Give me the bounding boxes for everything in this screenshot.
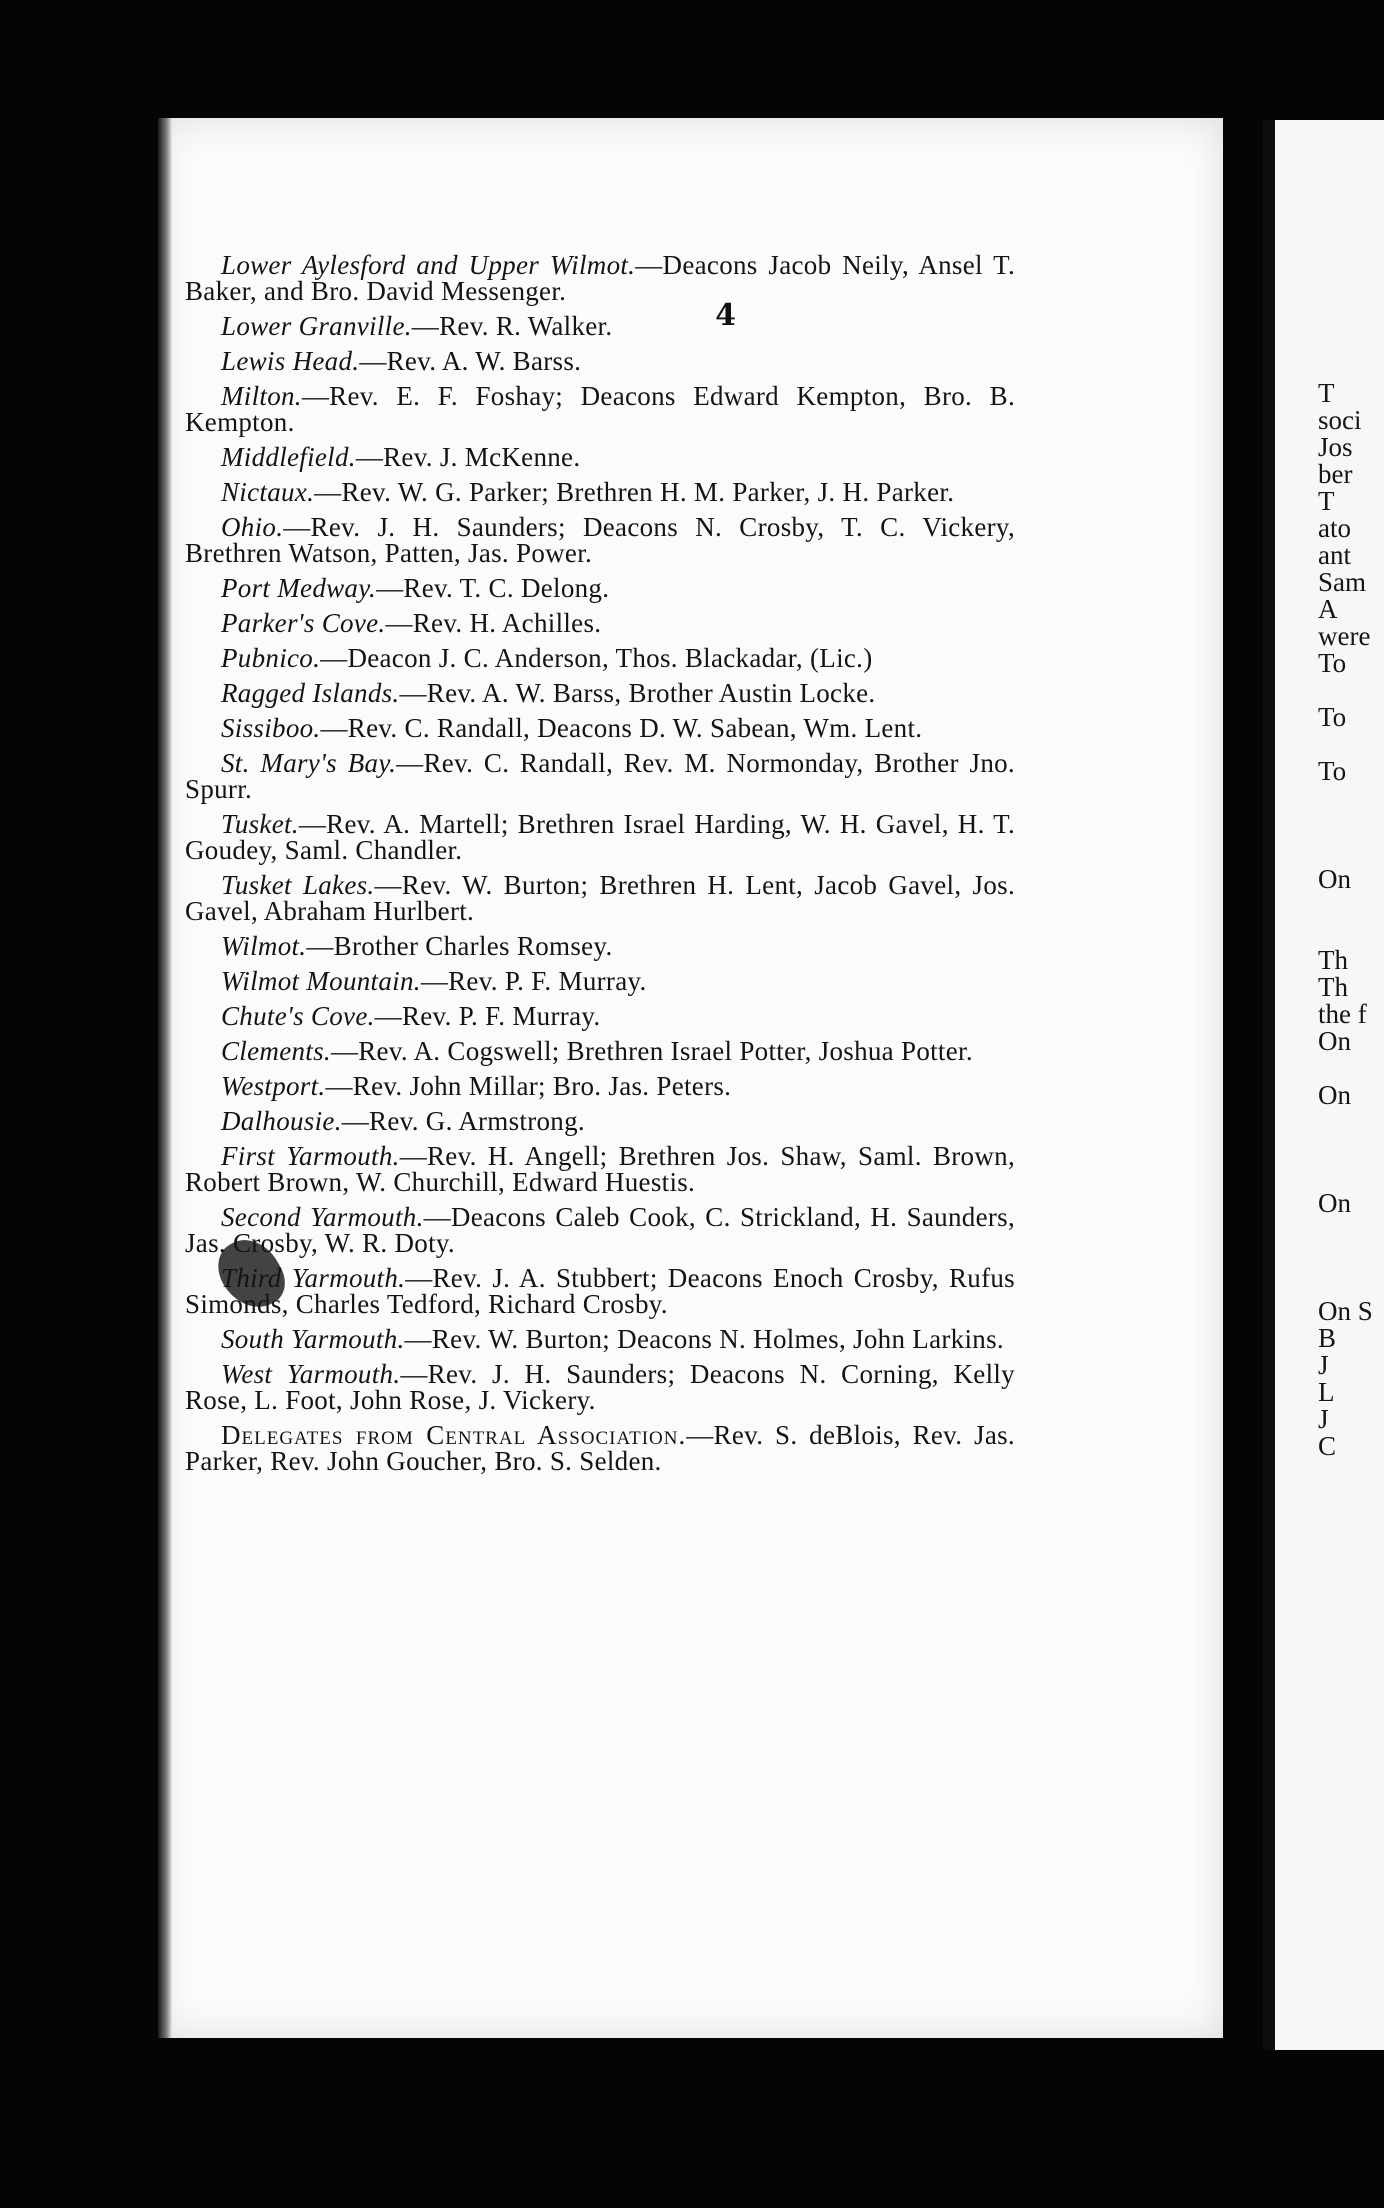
church-name: Ohio.	[221, 512, 284, 542]
delegates-names: —Rev. T. C. Delong.	[376, 573, 610, 603]
church-name: Lower Granville.	[221, 311, 412, 341]
central-association-entry	[185, 1422, 1015, 1474]
delegate-list	[185, 252, 1015, 1483]
church-name: St. Mary's Bay.	[221, 748, 397, 778]
church-entry	[185, 645, 1015, 671]
church-name: Wilmot.	[221, 931, 307, 961]
delegates-names: —Rev. C. Randall, Deacons D. W. Sabean, Wm. Lent.	[320, 713, 923, 743]
church-name: West Yarmouth.	[221, 1359, 401, 1389]
central-association-label: Delegates from Central Association.	[221, 1420, 687, 1450]
delegates-names: —Rev. A. Martell; Brethren Israel Harding, W. H. Gavel, H. T. Goudey, Saml. Chandler.	[185, 809, 1015, 865]
delegates-names: —Deacon J. C. Anderson, Thos. Blackadar, (Lic.)	[320, 643, 873, 673]
church-name: Parker's Cove.	[221, 608, 386, 638]
church-name: Nictaux.	[221, 477, 315, 507]
church-entry	[185, 610, 1015, 636]
church-entry	[185, 715, 1015, 741]
delegates-names: —Rev. A. Cogswell; Brethren Israel Potter, Joshua Potter.	[330, 1036, 973, 1066]
delegates-names: —Rev. G. Armstrong.	[341, 1106, 585, 1136]
church-name: Ragged Islands.	[221, 678, 400, 708]
church-name: Pubnico.	[221, 643, 321, 673]
delegates-names: —Rev. A. W. Barss, Brother Austin Locke.	[399, 678, 876, 708]
delegates-names: —Rev. J. H. Saunders; Deacons N. Crosby, T. C. Vickery, Brethren Watson, Patten, Jas. Power.	[185, 512, 1015, 568]
delegates-names: —Rev. R. Walker.	[411, 311, 613, 341]
delegates-names: —Rev. E. F. Foshay; Deacons Edward Kempton, Bro. B. Kempton.	[185, 381, 1015, 437]
delegates-names: —Rev. A. W. Barss.	[359, 346, 582, 376]
church-entry	[185, 1073, 1015, 1099]
delegates-names: —Rev. J. H. Saunders; Deacons N. Corning, Kelly Rose, L. Foot, John Rose, J. Vickery.	[185, 1359, 1015, 1415]
church-name: Westport.	[221, 1071, 326, 1101]
church-entry	[185, 1361, 1015, 1413]
delegates-names: —Rev. W. Burton; Brethren H. Lent, Jacob Gavel, Jos. Gavel, Abraham Hurlbert.	[185, 870, 1015, 926]
delegates-names: —Deacons Caleb Cook, C. Strickland, H. Saunders, Jas. Crosby, W. R. Doty.	[185, 1202, 1015, 1258]
church-entry	[185, 313, 1015, 339]
church-name: Port Medway.	[221, 573, 377, 603]
delegates-names: —Rev. John Millar; Bro. Jas. Peters.	[325, 1071, 732, 1101]
church-entry	[185, 872, 1015, 924]
delegates-names: —Rev. W. Burton; Deacons N. Holmes, John Larkins.	[404, 1324, 1004, 1354]
church-entry	[185, 514, 1015, 566]
church-name: Middlefield.	[221, 442, 356, 472]
facing-page-gutter	[1263, 120, 1275, 2050]
page-number: 4	[715, 298, 736, 333]
church-name: Dalhousie.	[221, 1106, 342, 1136]
delegates-names: —Rev. W. G. Parker; Brethren H. M. Parker, J. H. Parker.	[314, 477, 955, 507]
church-entry	[185, 811, 1015, 863]
church-name: Lower Aylesford and Upper Wilmot.	[221, 250, 636, 280]
church-name: Lewis Head.	[221, 346, 360, 376]
church-entry	[185, 1265, 1015, 1317]
church-entry	[185, 1204, 1015, 1256]
church-entry	[185, 1038, 1015, 1064]
delegates-names: —Deacons Jacob Neily, Ansel T. Baker, and Bro. David Messenger.	[185, 250, 1015, 306]
church-entry	[185, 252, 1015, 304]
delegates-names: —Rev. J. McKenne.	[355, 442, 581, 472]
page-spine-shadow	[158, 118, 172, 2038]
central-association-names: —Rev. S. deBlois, Rev. Jas. Parker, Rev. John Goucher, Bro. S. Selden.	[185, 1420, 1015, 1476]
church-entry	[185, 750, 1015, 802]
delegates-names: —Rev. P. F. Murray.	[374, 1001, 601, 1031]
church-entry	[185, 444, 1015, 470]
church-name: Sissiboo.	[221, 713, 321, 743]
church-entry	[185, 383, 1015, 435]
delegates-names: —Rev. P. F. Murray.	[420, 966, 647, 996]
church-name: Tusket Lakes.	[221, 870, 375, 900]
delegates-names: —Brother Charles Romsey.	[306, 931, 613, 961]
church-entry	[185, 479, 1015, 505]
delegates-names: —Rev. H. Angell; Brethren Jos. Shaw, Saml. Brown, Robert Brown, W. Churchill, Edward Huestis.	[185, 1141, 1015, 1197]
church-name: First Yarmouth.	[221, 1141, 400, 1171]
church-entry	[185, 1108, 1015, 1134]
church-entry	[185, 933, 1015, 959]
church-name: Milton.	[221, 381, 302, 411]
church-name: Clements.	[221, 1036, 331, 1066]
facing-page-text: T soci Jos ber T ato ant Sam A were To To To On Th Th the f On On On On S B J L J C	[1318, 378, 1373, 1461]
church-name: Wilmot Mountain.	[221, 966, 421, 996]
delegates-names: —Rev. J. A. Stubbert; Deacons Enoch Crosby, Rufus Simonds, Charles Tedford, Richard Crosby.	[185, 1263, 1015, 1319]
church-name: Chute's Cove.	[221, 1001, 375, 1031]
delegates-names: —Rev. C. Randall, Rev. M. Normonday, Brother Jno. Spurr.	[185, 748, 1015, 804]
church-entry	[185, 1003, 1015, 1029]
church-name: Second Yarmouth.	[221, 1202, 424, 1232]
church-entry	[185, 575, 1015, 601]
church-entry	[185, 348, 1015, 374]
church-entry	[185, 1326, 1015, 1352]
church-entry	[185, 680, 1015, 706]
church-name: Tusket.	[221, 809, 299, 839]
church-name: South Yarmouth.	[221, 1324, 405, 1354]
delegates-names: —Rev. H. Achilles.	[385, 608, 602, 638]
church-entry	[185, 1143, 1015, 1195]
church-name: Third Yarmouth.	[221, 1263, 406, 1293]
church-entry	[185, 968, 1015, 994]
